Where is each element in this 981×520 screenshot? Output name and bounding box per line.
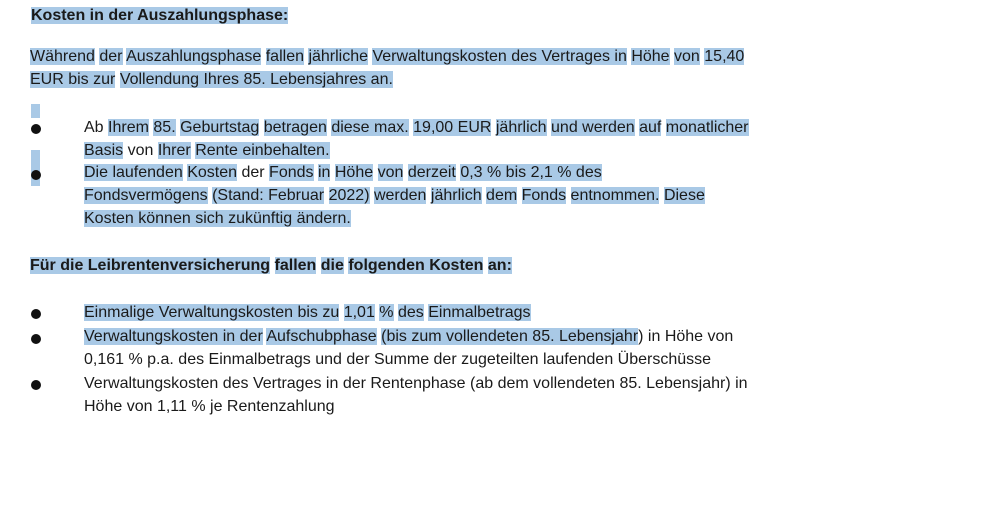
highlighted-text: Fonds: [269, 164, 314, 181]
bullet-item-line: [84, 327, 733, 347]
text-run: [373, 164, 377, 181]
bullet-icon: [31, 309, 41, 319]
paragraph-line: [30, 70, 393, 90]
bullet-item-line: [84, 141, 330, 161]
highlighted-text: Die laufenden: [84, 164, 183, 181]
section-heading: [30, 256, 512, 276]
bullet-item-line: [84, 397, 335, 417]
highlighted-text: 1,01: [343, 304, 375, 321]
highlighted-text: jährlich: [430, 187, 482, 204]
highlighted-text: EUR bis zur: [30, 71, 116, 88]
highlighted-text: Ihrem: [108, 119, 149, 136]
bullet-icon: [31, 334, 41, 344]
highlighted-text: Aufschubphase: [266, 328, 377, 345]
highlighted-text: auf: [639, 119, 662, 136]
highlighted-text: 19,00 EUR: [413, 119, 492, 136]
highlighted-text: die: [320, 257, 344, 274]
highlighted-text: Rente einbehalten.: [195, 142, 330, 159]
highlighted-text: an:: [487, 257, 512, 274]
highlighted-text: Vollendung Ihres 85. Lebensjahres an.: [119, 71, 393, 88]
highlighted-text: %: [379, 304, 394, 321]
bullet-item-line: [84, 163, 602, 183]
text-run: Ab: [84, 119, 104, 136]
highlighted-text: 0,3 % bis 2,1 % des: [460, 164, 602, 181]
text-run: von: [127, 142, 154, 159]
text-run: [324, 187, 328, 204]
highlighted-text: Fondsvermögens: [84, 187, 208, 204]
highlighted-text: von: [674, 48, 700, 65]
highlighted-text: jährlich: [495, 119, 547, 136]
bullet-icon: [31, 124, 41, 134]
highlighted-text: werden: [373, 187, 427, 204]
highlighted-text: Ihrer: [157, 142, 191, 159]
bullet-item-line: [84, 303, 531, 323]
text-run: 0,161 % p.a. des Einmalbetrags und der Summe der zugeteilten laufenden Überschüsse: [84, 351, 712, 368]
text-run: der: [241, 164, 265, 181]
highlighted-text: Einmalige Verwaltungskosten bis zu: [84, 304, 340, 321]
bullet-icon: [31, 380, 41, 390]
highlighted-text: fallen: [274, 257, 317, 274]
highlighted-text: diese max.: [331, 119, 409, 136]
highlighted-text: 85.: [153, 119, 176, 136]
highlighted-text: betragen: [263, 119, 327, 136]
highlighted-text: Für die Leibrentenversicherung: [30, 257, 271, 274]
text-run: ) in Höhe von: [638, 328, 734, 345]
highlighted-text: Basis: [84, 142, 124, 159]
highlighted-text: Höhe: [334, 164, 374, 181]
selection-marker: [31, 150, 40, 186]
section-heading: [31, 6, 288, 26]
highlighted-text: derzeit: [407, 164, 456, 181]
bullet-item-line: [84, 118, 749, 138]
text-run: [566, 187, 570, 204]
highlighted-text: Fonds: [521, 187, 567, 204]
highlighted-text: Auszahlungsphase: [126, 48, 262, 65]
highlighted-text: von: [377, 164, 404, 181]
bullet-item-line: [84, 186, 705, 206]
highlighted-text: (bis zum vollendeten 85. Lebensjahr: [381, 328, 639, 345]
highlighted-text: (Stand: Februar: [212, 187, 325, 204]
highlighted-text: in: [317, 164, 331, 181]
highlighted-text: Diese: [663, 187, 705, 204]
highlighted-text: Einmalbetrags: [428, 304, 531, 321]
highlighted-text: fallen: [265, 48, 304, 65]
selection-marker: [31, 104, 40, 118]
highlighted-text: Verwaltungskosten des Vertrages in: [372, 48, 627, 65]
highlighted-text: Kosten können sich zukünftig ändern.: [84, 210, 351, 227]
highlighted-text: und werden: [551, 119, 635, 136]
section-heading-text: Kosten in der Auszahlungsphase:: [31, 7, 289, 24]
highlighted-text: Geburtstag: [180, 119, 260, 136]
highlighted-text: des: [397, 304, 424, 321]
bullet-item-line: [84, 374, 748, 394]
highlighted-text: der: [99, 48, 123, 65]
highlighted-text: 15,40: [704, 48, 745, 65]
highlighted-text: dem: [486, 187, 518, 204]
bullet-item-line: [84, 209, 351, 229]
highlighted-text: entnommen.: [570, 187, 660, 204]
bullet-item-line: [84, 350, 711, 370]
text-run: [270, 257, 274, 274]
paragraph-line: [30, 47, 744, 67]
highlighted-text: Verwaltungskosten in der: [84, 328, 263, 345]
highlighted-text: monatlicher: [665, 119, 749, 136]
highlighted-text: Kosten: [187, 164, 238, 181]
text-run: [517, 187, 521, 204]
highlighted-text: Während: [30, 48, 95, 65]
highlighted-text: jährliche: [308, 48, 369, 65]
highlighted-text: Höhe: [631, 48, 670, 65]
text-run: Verwaltungskosten des Vertrages in der Rentenphase (ab dem vollendeten 85. Lebensjahr) in: [84, 375, 748, 392]
highlighted-text: folgenden Kosten: [348, 257, 484, 274]
highlighted-text: 2022): [328, 187, 370, 204]
bullet-icon: [31, 170, 41, 180]
text-run: Höhe von 1,11 % je Rentenzahlung: [84, 398, 335, 415]
